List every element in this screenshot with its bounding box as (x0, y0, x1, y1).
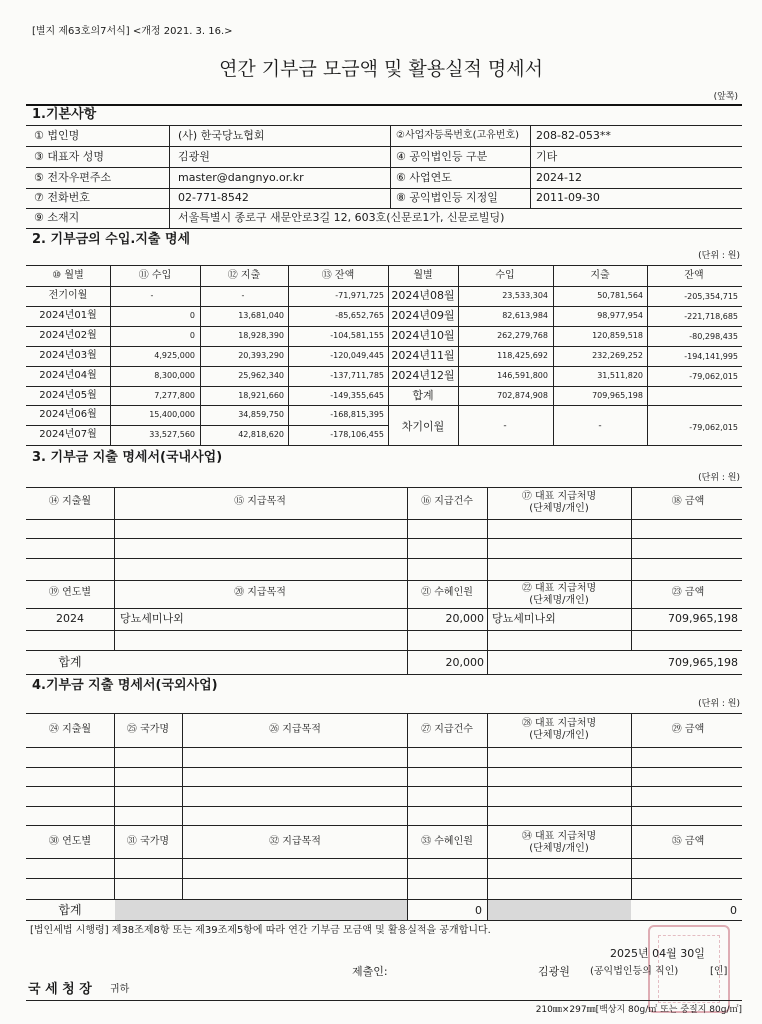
ovs-header-year: ㉚ 연도별 (48, 836, 92, 847)
s2-header-left-0: ⑩ 월별 (52, 270, 84, 281)
s2-right-balance: -80,298,435 (689, 332, 738, 341)
dom-header-recipient-sub: (단체명/개인) (529, 503, 589, 514)
s2-left-month: 2024년02월 (39, 330, 97, 341)
section4-unit: (단위 : 원) (698, 699, 740, 709)
s2-left-income: 7,277,800 (154, 391, 195, 400)
dom-row-purpose: 당뇨세미나외 (120, 612, 184, 625)
s2-right-balance: -194,141,995 (684, 352, 738, 361)
s2-right-month: 2024년09월 (391, 309, 455, 322)
s2-right-balance: -205,354,715 (684, 292, 738, 301)
submitter-label: 제출인: (352, 965, 388, 978)
s2-right-income: 262,279,768 (497, 331, 548, 340)
s2-right-expense: 31,511,820 (597, 371, 643, 380)
s2-left-expense: 18,928,390 (238, 331, 284, 340)
ovs-header-recipient-b-sub: (단체명/개인) (529, 843, 589, 854)
dom-header-count: ⑯ 지급건수 (421, 496, 473, 507)
s2-left-expense: 13,681,040 (238, 311, 284, 320)
s2-left-month: 2024년05월 (39, 390, 97, 401)
ovs-header-recipient-b: ㉞ 대표 지급처명 (521, 831, 597, 842)
value-address: 서울특별시 종로구 새문안로3길 12, 603호(신문로1가, 신문로빌딩) (178, 211, 505, 224)
dom-row-amount: 709,965,198 (668, 612, 738, 625)
label-representative: ③ 대표자 성명 (34, 150, 104, 163)
dom-header-month: ⑭ 지출월 (48, 496, 92, 507)
s2-right-expense: 98,977,954 (597, 311, 643, 320)
s2-right-balance: -221,718,685 (684, 312, 738, 321)
s2-left-balance: -120,049,445 (330, 351, 384, 360)
s2-right-expense: 232,269,252 (592, 351, 643, 360)
dom-header-recipient-b-sub: (단체명/개인) (529, 595, 589, 606)
page-title: 연간 기부금 모금액 및 활용실적 명세서 (219, 58, 543, 80)
ovs-header-purpose: ㉖ 지급목적 (269, 724, 321, 735)
label-biz-year: ⑥ 사업연도 (396, 171, 452, 184)
s2-carry-balance: -79,062,015 (689, 423, 738, 432)
s2-right-month: 2024년10월 (391, 329, 455, 342)
label-public-type: ④ 공익법인등 구분 (396, 150, 488, 163)
label-biz-reg-no: ②사업자등록번호(고유번호) (396, 130, 520, 141)
s2-right-income: 23,533,304 (502, 291, 548, 300)
value-biz-year: 2024-12 (536, 171, 582, 184)
s2-right-month: 합계 (412, 389, 434, 402)
addressee-honorific: 귀하 (110, 984, 130, 995)
s2-left-income: 15,400,000 (149, 410, 195, 419)
s2-right-expense: 120,859,518 (592, 331, 643, 340)
s2-left-income: - (150, 291, 154, 300)
s2-carry-expense: - (598, 421, 602, 431)
s2-header-right-0: 월별 (413, 270, 433, 281)
s2-header-right-2: 지출 (590, 270, 610, 281)
ovs-header-count: ㉗ 지급건수 (421, 724, 473, 735)
s2-left-expense: - (241, 291, 245, 300)
label-corp-name: ① 법인명 (34, 129, 80, 142)
s2-right-balance: -79,062,015 (689, 372, 738, 381)
s2-left-expense: 42,818,620 (238, 430, 284, 439)
s2-left-balance: -104,581,155 (330, 331, 384, 340)
submitter-role: (공익법인등의 직인) (590, 966, 679, 977)
section1-heading: 1.기본사항 (32, 107, 97, 122)
form-number: [별지 제63호의7서식] <개정 2021. 3. 16.> (32, 26, 233, 37)
label-phone: ⑦ 전화번호 (34, 191, 90, 204)
s2-right-expense: 709,965,198 (592, 391, 643, 400)
submitter-name: 김광원 (538, 965, 570, 978)
s2-left-month: 2024년07월 (39, 429, 97, 440)
section4-heading: 4.기부금 지출 명세서(국외사업) (32, 678, 218, 693)
value-representative: 김광원 (178, 150, 210, 163)
s2-left-month: 2024년06월 (39, 409, 97, 420)
value-public-type: 기타 (536, 150, 558, 163)
s2-header-right-3: 잔액 (684, 270, 704, 281)
value-biz-reg-no: 208-82-053** (536, 129, 611, 142)
dom-row-year: 2024 (56, 612, 84, 625)
s2-left-month: 2024년03월 (39, 350, 97, 361)
dom-header-amount: ⑱ 금액 (671, 496, 705, 507)
paper-spec: 210㎜×297㎜[백상지 80g/㎡ 또는 중질지 80g/㎡] (535, 1005, 742, 1015)
s2-left-month: 2024년04월 (39, 370, 97, 381)
s2-right-income: 146,591,800 (497, 371, 548, 380)
s2-carry-income: - (503, 421, 507, 431)
s2-left-balance: -178,106,455 (330, 430, 384, 439)
s2-header-right-1: 수입 (495, 270, 515, 281)
s2-left-month: 2024년01월 (39, 310, 97, 321)
section3-heading: 3. 기부금 지출 명세서(국내사업) (32, 450, 223, 465)
submission-date: 2025년 04월 30일 (610, 947, 705, 960)
s2-right-month: 2024년11월 (391, 349, 455, 362)
dom-total-label: 합계 (58, 655, 82, 669)
s2-left-balance: -71,971,725 (335, 291, 384, 300)
label-email: ⑤ 전자우편주소 (34, 171, 112, 184)
dom-header-purpose-b: ⑳ 지급목적 (234, 587, 286, 598)
label-address: ⑨ 소재지 (34, 211, 80, 224)
section2-heading: 2. 기부금의 수입.지출 명세 (32, 232, 191, 247)
dom-header-year: ⑲ 연도별 (48, 587, 92, 598)
dom-total-amount: 709,965,198 (668, 656, 738, 669)
s2-left-balance: -149,355,645 (330, 391, 384, 400)
ovs-header-recipient: ㉘ 대표 지급처명 (521, 718, 597, 729)
dom-row-recipient: 당뇨세미나외 (492, 612, 556, 625)
s2-right-expense: 50,781,564 (597, 291, 643, 300)
value-phone: 02-771-8542 (178, 191, 249, 204)
s2-left-income: 8,300,000 (154, 371, 195, 380)
s2-left-income: 33,527,560 (149, 430, 195, 439)
page-side-note: (앞쪽) (713, 92, 738, 102)
s2-left-expense: 20,393,290 (238, 351, 284, 360)
ovs-total-beneficiaries: 0 (475, 904, 482, 917)
section2-unit: (단위 : 원) (698, 251, 740, 261)
s2-right-month: 2024년12월 (391, 369, 455, 382)
s2-left-balance: -168,815,395 (330, 410, 384, 419)
dom-header-recipient: ⑰ 대표 지급처명 (521, 491, 597, 502)
ovs-header-country-b: ㉛ 국가명 (126, 836, 170, 847)
s2-left-income: 4,925,000 (154, 351, 195, 360)
s2-right-month: 2024년08월 (391, 289, 455, 302)
s2-carry-month: 차기이월 (401, 420, 445, 433)
dom-header-purpose: ⑮ 지급목적 (234, 496, 286, 507)
s2-header-left-1: ⑪ 수입 (138, 270, 172, 281)
value-email: master@dangnyo.or.kr (178, 171, 304, 184)
dom-total-beneficiaries: 20,000 (445, 656, 484, 669)
ovs-header-purpose-b: ㉜ 지급목적 (269, 836, 321, 847)
ovs-header-amount: ㉙ 금액 (671, 724, 705, 735)
s2-header-left-2: ⑫ 지출 (227, 270, 261, 281)
dom-header-amount-b: ㉓ 금액 (671, 587, 705, 598)
dom-header-beneficiaries: ㉑ 수혜인원 (421, 587, 473, 598)
ovs-header-beneficiaries: ㉝ 수혜인원 (421, 836, 473, 847)
s2-left-income: 0 (189, 331, 195, 340)
s2-right-income: 118,425,692 (497, 351, 548, 360)
ovs-total-amount: 0 (730, 904, 737, 917)
seal-mark: [인] (710, 966, 728, 977)
addressee: 국 세 청 장 (28, 982, 92, 997)
section3-unit: (단위 : 원) (698, 473, 740, 483)
s2-right-income: 82,613,984 (502, 311, 548, 320)
s2-left-month: 전기이월 (48, 290, 88, 301)
s2-left-expense: 18,921,660 (238, 391, 284, 400)
legal-statement: [법인세법 시행령] 제38조제8항 또는 제39조제5항에 따라 연간 기부금 모금액 및 활용실적을 공개합니다. (30, 925, 491, 936)
s2-left-expense: 34,859,750 (238, 410, 284, 419)
value-corp-name: (사) 한국당뇨협회 (178, 129, 265, 142)
ovs-header-amount-b: ㉟ 금액 (671, 836, 705, 847)
s2-left-income: 0 (189, 311, 195, 320)
ovs-total-label: 합계 (58, 903, 82, 917)
dom-row-beneficiaries: 20,000 (445, 612, 484, 625)
s2-right-income: 702,874,908 (497, 391, 548, 400)
ovs-header-recipient-sub: (단체명/개인) (529, 730, 589, 741)
s2-header-left-3: ⑬ 잔액 (321, 270, 355, 281)
ovs-header-country: ㉕ 국가명 (126, 724, 170, 735)
value-designated-date: 2011-09-30 (536, 191, 600, 204)
s2-left-balance: -137,711,785 (330, 371, 384, 380)
label-designated-date: ⑧ 공익법인등 지정일 (396, 191, 498, 204)
ovs-header-month: ㉔ 지출월 (48, 724, 92, 735)
dom-header-recipient-b: ㉒ 대표 지급처명 (521, 583, 597, 594)
s2-left-balance: -85,652,765 (335, 311, 384, 320)
s2-left-expense: 25,962,340 (238, 371, 284, 380)
